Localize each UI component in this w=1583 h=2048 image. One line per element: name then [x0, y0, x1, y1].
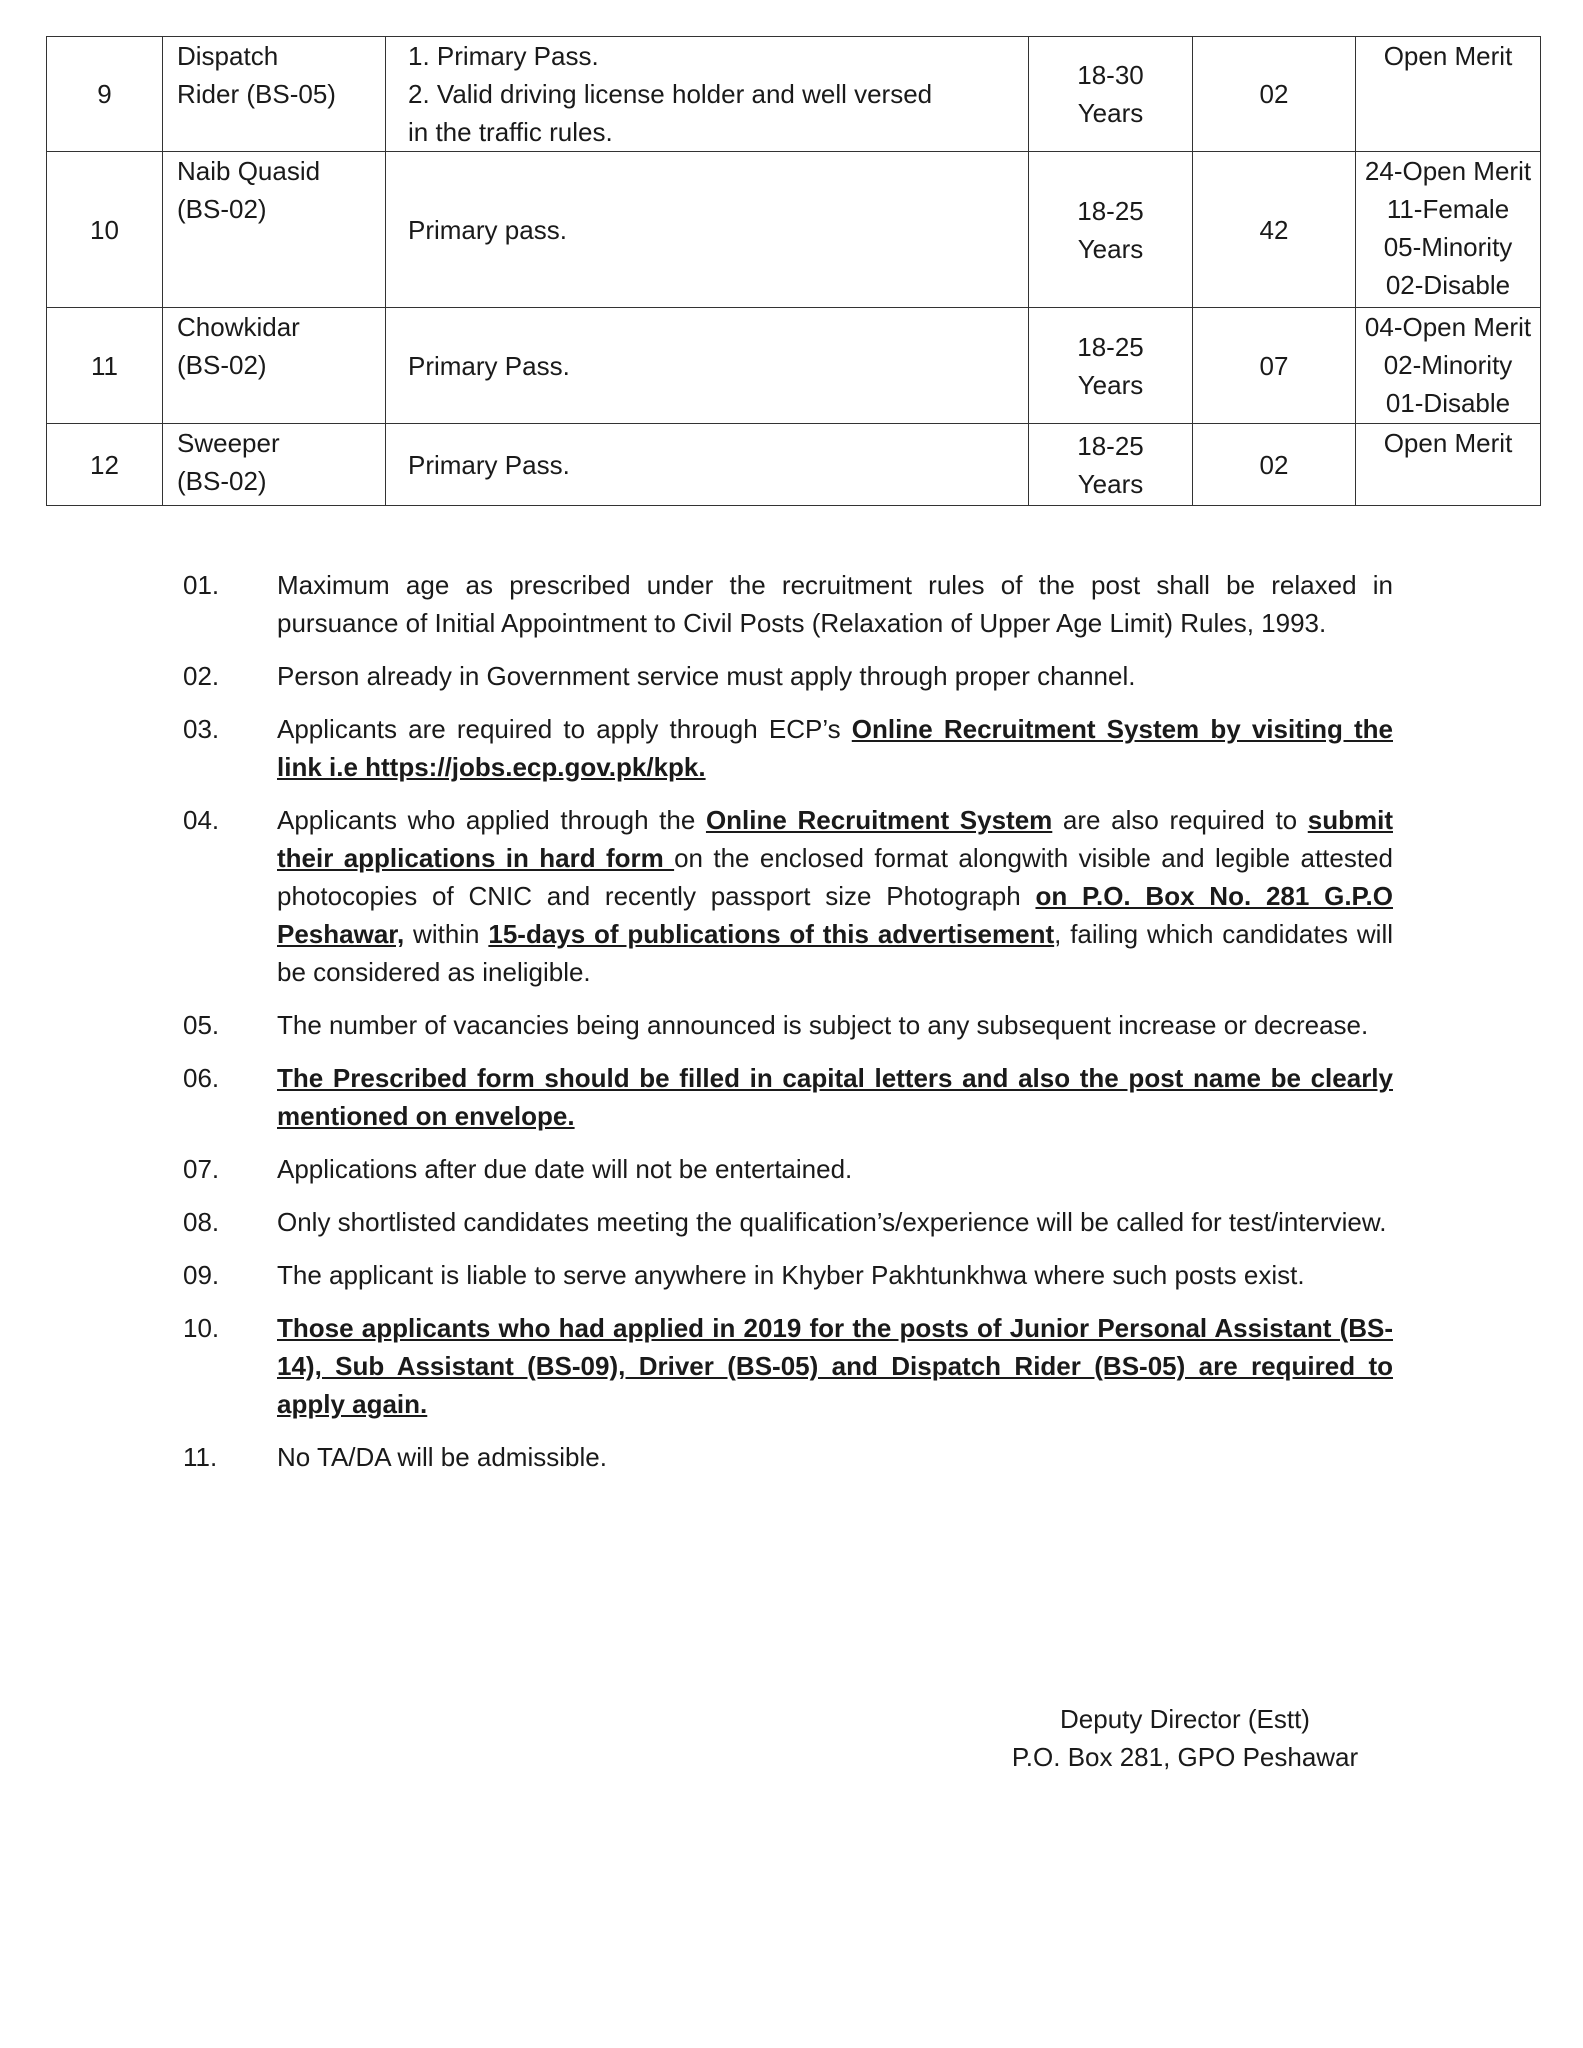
- terms-list: [183, 566, 1393, 1491]
- term-item: [183, 1059, 1393, 1135]
- quota-cell-line: 05-Minority: [1383, 232, 1513, 262]
- qualification-cell-line: in the traffic rules.: [408, 117, 613, 147]
- term-item: [183, 801, 1393, 991]
- term-segment: The applicant is liable to serve anywhere in Khyber Pakhtunkhwa where such posts exist.: [277, 1260, 1305, 1290]
- term-segment: Applicants are required to apply through ECP’s: [277, 714, 852, 744]
- term-item: [183, 710, 1393, 786]
- qualification-cell-line: Primary pass.: [408, 214, 567, 245]
- qualification-cell-line: Primary Pass.: [408, 350, 570, 381]
- term-number: 06.: [183, 1063, 220, 1093]
- quota-cell-line: 01-Disable: [1385, 388, 1511, 418]
- term-text: [277, 1150, 1393, 1188]
- vacancy-table: [46, 36, 1541, 506]
- qualification-cell: [386, 37, 1029, 152]
- term-text: [277, 657, 1393, 695]
- term-item: [183, 1203, 1393, 1241]
- age-limit-cell-line: 18-30: [1077, 60, 1144, 90]
- vacancy-row: [47, 308, 1541, 424]
- term-segment: Applicants who applied through the: [277, 805, 706, 835]
- age-limit-cell-line: 18-25: [1077, 430, 1144, 461]
- qualification-cell: [386, 308, 1029, 424]
- term-segment: within: [404, 919, 489, 949]
- number-of-posts-cell: 42: [1193, 152, 1356, 308]
- age-limit-cell: [1029, 424, 1193, 506]
- term-item: [183, 566, 1393, 642]
- vacancy-table-body: [47, 37, 1541, 506]
- signatory-address: P.O. Box 281, GPO Peshawar: [1011, 1742, 1359, 1772]
- term-number: 11.: [183, 1442, 218, 1472]
- quota-cell-line: 02-Disable: [1385, 270, 1511, 300]
- post-name-cell-line: (BS-02): [177, 466, 267, 496]
- term-emphasis: Online Recruitment System by visiting the link i.e https://jobs.ecp.gov.pk/kpk.: [277, 714, 1393, 782]
- qualification-cell: [386, 424, 1029, 506]
- number-of-posts-cell: 07: [1193, 308, 1356, 424]
- vacancy-row: [47, 424, 1541, 506]
- term-segment: on the enclosed format alongwith visible and legible attested photocopies of CNIC and recently passport size Photograph: [277, 843, 1393, 911]
- age-limit-cell: [1029, 37, 1193, 152]
- quota-cell-line: 04-Open Merit: [1364, 312, 1532, 342]
- term-number: 09.: [183, 1260, 220, 1290]
- quota-cell-line: Open Merit: [1383, 428, 1513, 458]
- quota-cell-line: 02-Minority: [1383, 350, 1513, 380]
- qualification-cell: [386, 152, 1029, 308]
- term-emphasis: on P.O. Box No. 281 G.P.O Peshawar,: [277, 881, 1393, 949]
- term-segment: Only shortlisted candidates meeting the qualification’s/experience will be called for test/interview.: [277, 1207, 1387, 1237]
- post-name-cell: [163, 308, 386, 424]
- age-limit-cell-line: Years: [1077, 468, 1144, 499]
- term-item: [183, 1438, 1393, 1476]
- post-name-cell-line: (BS-02): [177, 350, 267, 380]
- term-text: [277, 710, 1393, 786]
- term-emphasis: submit their applications in hard form: [277, 805, 1393, 873]
- serial-number-cell: 9: [47, 37, 163, 152]
- term-item: [183, 657, 1393, 695]
- post-name-cell-line: (BS-02): [177, 194, 267, 224]
- quota-cell: [1356, 37, 1541, 152]
- age-limit-cell: [1029, 308, 1193, 424]
- qualification-cell-line: Primary Pass.: [408, 449, 570, 480]
- signature-block: [960, 1700, 1410, 1776]
- term-item: [183, 1006, 1393, 1044]
- term-number: 04.: [183, 805, 220, 835]
- age-limit-cell-line: 18-25: [1077, 195, 1144, 226]
- age-limit-cell-line: Years: [1077, 233, 1144, 264]
- post-name-cell: [163, 37, 386, 152]
- term-segment: Applications after due date will not be entertained.: [277, 1154, 853, 1184]
- number-of-posts-cell: 02: [1193, 37, 1356, 152]
- term-text: [277, 1059, 1393, 1135]
- term-number: 08.: [183, 1207, 220, 1237]
- term-emphasis: The Prescribed form should be filled in capital letters and also the post name be clearly mentioned on envelope.: [277, 1063, 1393, 1131]
- post-name-cell: [163, 424, 386, 506]
- term-item: [183, 1150, 1393, 1188]
- qualification-cell-line: 1. Primary Pass.: [408, 41, 599, 71]
- signatory-title: Deputy Director (Estt): [1060, 1704, 1310, 1734]
- quota-cell: [1356, 152, 1541, 308]
- post-name-cell-line: Rider (BS-05): [177, 79, 336, 109]
- term-underline: [488, 919, 1054, 949]
- age-limit-cell-line: Years: [1077, 369, 1144, 400]
- term-emphasis: 15-days of publications of this advertisement: [488, 919, 1055, 949]
- serial-number-cell: 10: [47, 152, 163, 308]
- term-number: 07.: [183, 1154, 220, 1184]
- term-segment: Maximum age as prescribed under the recruitment rules of the post shall be relaxed in pursuance of Initial Appointment to Civil Posts (Relaxation of Upper Age Limit) Rules, 1993.: [277, 570, 1393, 638]
- age-limit-cell-line: 18-25: [1077, 331, 1144, 362]
- post-name-cell-line: Naib Quasid: [177, 156, 321, 186]
- serial-number-cell: 12: [47, 424, 163, 506]
- term-number: 10.: [183, 1313, 220, 1343]
- term-segment: Person already in Government service must apply through proper channel.: [277, 661, 1136, 691]
- term-segment: The number of vacancies being announced is subject to any subsequent increase or decrease.: [277, 1010, 1369, 1040]
- term-text: [277, 566, 1393, 642]
- term-emphasis: Online Recruitment System: [705, 805, 1053, 835]
- term-number: 05.: [183, 1010, 220, 1040]
- serial-number-cell: 11: [47, 308, 163, 424]
- term-text: [277, 1256, 1393, 1294]
- term-segment: No TA/DA will be admissible.: [277, 1442, 607, 1472]
- term-underline: [277, 1063, 1393, 1131]
- term-item: [183, 1256, 1393, 1294]
- quota-cell-line: Open Merit: [1383, 41, 1513, 71]
- term-text: [277, 1203, 1393, 1241]
- post-name-cell-line: Chowkidar: [177, 312, 300, 342]
- quota-cell: [1356, 308, 1541, 424]
- term-underline: [706, 805, 1052, 835]
- quota-cell: [1356, 424, 1541, 506]
- term-text: [277, 1006, 1393, 1044]
- vacancy-row: [47, 152, 1541, 308]
- quota-cell-line: 24-Open Merit: [1364, 156, 1532, 186]
- term-text: [277, 1309, 1393, 1423]
- term-segment: , failing which candidates will be considered as ineligible.: [277, 919, 1394, 987]
- term-item: [183, 1309, 1393, 1423]
- vacancy-row: [47, 37, 1541, 152]
- number-of-posts-cell: 02: [1193, 424, 1356, 506]
- term-underline: [277, 1313, 1393, 1419]
- quota-cell-line: 11-Female: [1386, 194, 1510, 224]
- qualification-cell-line: 2. Valid driving license holder and well versed: [408, 79, 933, 109]
- age-limit-cell-line: Years: [1077, 98, 1144, 128]
- post-name-cell-line: Dispatch: [177, 41, 279, 71]
- term-number: 02.: [183, 661, 220, 691]
- term-number: 03.: [183, 714, 220, 744]
- term-text: [277, 1438, 1393, 1476]
- term-segment: are also required to: [1052, 805, 1308, 835]
- age-limit-cell: [1029, 152, 1193, 308]
- term-text: [277, 801, 1393, 991]
- post-name-cell-line: Sweeper: [177, 428, 280, 458]
- term-number: 01.: [183, 570, 220, 600]
- term-emphasis: Those applicants who had applied in 2019 for the posts of Junior Personal Assistant (BS-14), Sub Assistant (BS-09), Driver (BS-05) and Dispatch Rider (BS-05) are required to apply again.: [277, 1313, 1393, 1419]
- post-name-cell: [163, 152, 386, 308]
